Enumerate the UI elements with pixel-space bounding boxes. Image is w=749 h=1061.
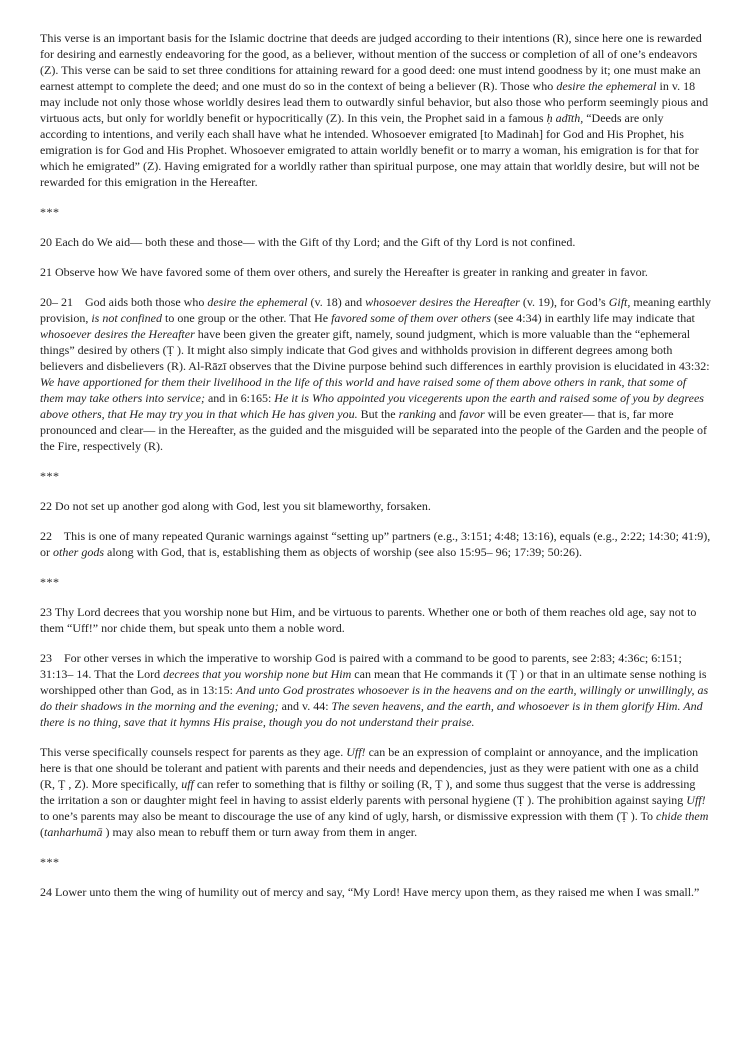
text-segment: 20– 21 God aids both those who — [40, 295, 208, 309]
italic-text-segment: And unto God prostrates whosoever is in the heavens and on the earth, willingly or unwillingly, as do their shadows in the morning and the evening; — [40, 683, 712, 713]
italic-text-segment: Gift, — [608, 295, 631, 309]
italic-text-segment: The seven heavens, and the earth, and whosoever is in them glorify Him. And there is no thing, save that it hymns His praise, though you do not understand their praise. — [40, 699, 706, 729]
verse-20 — [40, 234, 712, 250]
text-segment: have been given the greater gift, namely, sound judgment, which is more valuable than the “ephemeral things” desired by others (Ṭ ). It might also simply indicate that God gives and withholds provision in different degrees among both believers and disbelievers (R). Al-Rāzī observes that the Divine purpose behind such differences in earthly provision is elucidated in 43:32: — [40, 327, 713, 373]
text-segment: 23 For other verses in which the imperative to worship God is paired with a command to be good to parents, see 2:83; 4:36c; 6:151; 31:13– 14. That the Lord — [40, 651, 685, 681]
text-segment: can be an expression of complaint or annoyance, and the implication here is that one should be tolerant and patient with parents and their needs and dependencies, just as they were patient with one as a child (R, Ṭ , Z). More specifically, — [40, 745, 702, 791]
text-segment: will be even greater— that is, far more pronounced and clear— in the Hereafter, as the guided and the misguided will be separated into the people of the Garden and the people of the Fire, respectively (R). — [40, 407, 710, 453]
text-segment: ) may also mean to rebuff them or turn away from them in anger. — [102, 825, 418, 839]
text-segment: “Deeds are only according to intentions, and verily each shall have what he intended. Whosoever emigrated [to Madinah] for God and His Prophet, his emigration is for God and His Prophet. Whosoever emigrated to attain worldly benefit or to marry a woman, his emigration is for that for which he emigrated” (Z). Having emigrated for a worldly rather than spiritual purpose, one may attain that worldly desire, but will not be rewarded for this emigration in the Hereafter. — [40, 111, 703, 189]
section-separator — [40, 204, 712, 220]
italic-text-segment: Uff! — [346, 745, 366, 759]
italic-text-segment: other gods — [53, 545, 104, 559]
text-segment: *** — [40, 855, 60, 869]
text-segment: This verse specifically counsels respect for parents as they age. — [40, 745, 347, 759]
text-segment: 22 This is one of many repeated Quranic warnings against “setting up” partners (e.g., 3:151; 4:48; 13:16), equals (e.g., 2:22; 14:30; 41:9), or — [40, 529, 714, 559]
text-segment: (see 4:34) in earthly life may indicate that — [490, 311, 698, 325]
section-separator — [40, 468, 712, 484]
text-segment: 21 Observe how We have favored some of them over others, and surely the Hereafter is greater in ranking and greater in favor. — [40, 265, 648, 279]
italic-text-segment: whosoever desires the Hereafter — [365, 295, 520, 309]
section-separator — [40, 854, 712, 870]
commentary-v23-part1 — [40, 650, 712, 730]
italic-text-segment: desire the ephemeral — [207, 295, 308, 309]
text-segment: can mean that He commands it (Ṭ ) or that in an ultimate sense nothing is worshipped other than God, as in 13:15: — [40, 667, 710, 697]
italic-text-segment: favored some of them over others — [331, 311, 491, 325]
italic-text-segment: We have apportioned for them their livelihood in the life of this world and have raised some of them above others in rank, that some of them may take others into service; — [40, 375, 690, 405]
italic-text-segment: chide them — [656, 809, 709, 823]
text-segment: to one group or the other. That He — [162, 311, 332, 325]
text-segment: 24 Lower unto them the wing of humility out of mercy and say, “My Lord! Have mercy upon them, as they raised me when I was small.” — [40, 885, 700, 899]
section-separator — [40, 574, 712, 590]
commentary-v20-21 — [40, 294, 715, 454]
verse-23 — [40, 604, 712, 636]
commentary-v19 — [40, 30, 712, 190]
italic-text-segment: Uff! — [686, 793, 706, 807]
text-segment: (v. 19), for God’s — [519, 295, 609, 309]
italic-text-segment: uff — [181, 777, 194, 791]
text-segment: (v. 18) and — [307, 295, 366, 309]
text-segment: in v. 18 may include not only those whose worldly desires lead them to outwardly sinful behavior, but also those who perform seemingly pious and virtuous acts, but only for worldly benefit or hypocritically (Z). In this vein, the Prophet said in a famous — [40, 79, 712, 125]
text-segment: and v. 44: — [278, 699, 332, 713]
text-segment: to one’s parents may also be meant to discourage the use of any kind of ugly, harsh, or dismissive expression with them (Ṭ ). To — [40, 793, 709, 823]
text-segment: This verse is an important basis for the Islamic doctrine that deeds are judged according to their intentions (R), since here one is rewarded for desiring and earnestly endeavoring for the good, as a believer, without mention of the success or completion of all of one’s endeavors (Z). This verse can be said to set three conditions for attaining reward for a good deed: one must intend goodness by it; one must make an earnest attempt to complete the deed; and one must do so in the context of being a believer (R). Those who — [40, 31, 705, 93]
text-segment: *** — [40, 205, 60, 219]
text-segment: *** — [40, 575, 60, 589]
italic-text-segment: He it is Who appointed you vicegerents upon the earth and raised some of you by degrees above others, that He may try you in that which He has given you. — [40, 391, 707, 421]
text-segment: and — [435, 407, 460, 421]
commentary-v22 — [40, 528, 712, 560]
italic-text-segment: ranking — [398, 407, 436, 421]
verse-21 — [40, 264, 712, 280]
verse-22 — [40, 498, 712, 514]
text-segment: 20 Each do We aid— both these and those— with the Gift of thy Lord; and the Gift of thy Lord is not confined. — [40, 235, 576, 249]
italic-text-segment: tanharhumā — [44, 825, 103, 839]
italic-text-segment: ḥ adīth, — [546, 111, 584, 125]
text-segment: *** — [40, 469, 60, 483]
italic-text-segment: whosoever desires the Hereafter — [40, 327, 195, 341]
italic-text-segment: is not confined — [91, 311, 163, 325]
text-segment: 23 Thy Lord decrees that you worship none but Him, and be virtuous to parents. Whether one or both of them reaches old age, say not to them “Uff!” nor chide them, but speak unto them a noble word. — [40, 605, 700, 635]
italic-text-segment: decrees that you worship none but Him — [163, 667, 352, 681]
italic-text-segment: desire the ephemeral — [556, 79, 657, 93]
text-segment: can refer to something that is filthy or soiling (R, Ṭ ), and some thus suggest that the verse is addressing the irritation a son or daughter might feel in having to assist elderly parents with personal hygiene (Ṭ ). The prohibition against saying — [40, 777, 699, 807]
text-segment: meaning earthly provision, — [40, 295, 715, 325]
verse-24 — [40, 884, 712, 900]
text-segment: But the — [357, 407, 399, 421]
text-segment: 22 Do not set up another god along with God, lest you sit blameworthy, forsaken. — [40, 499, 431, 513]
italic-text-segment: favor — [459, 407, 485, 421]
commentary-v23-part2 — [40, 744, 712, 840]
text-segment: ( — [40, 809, 712, 839]
text-segment: along with God, that is, establishing them as objects of worship (see also 15:95– 96; 17:39; 50:26). — [104, 545, 582, 559]
text-segment: and in 6:165: — [204, 391, 275, 405]
